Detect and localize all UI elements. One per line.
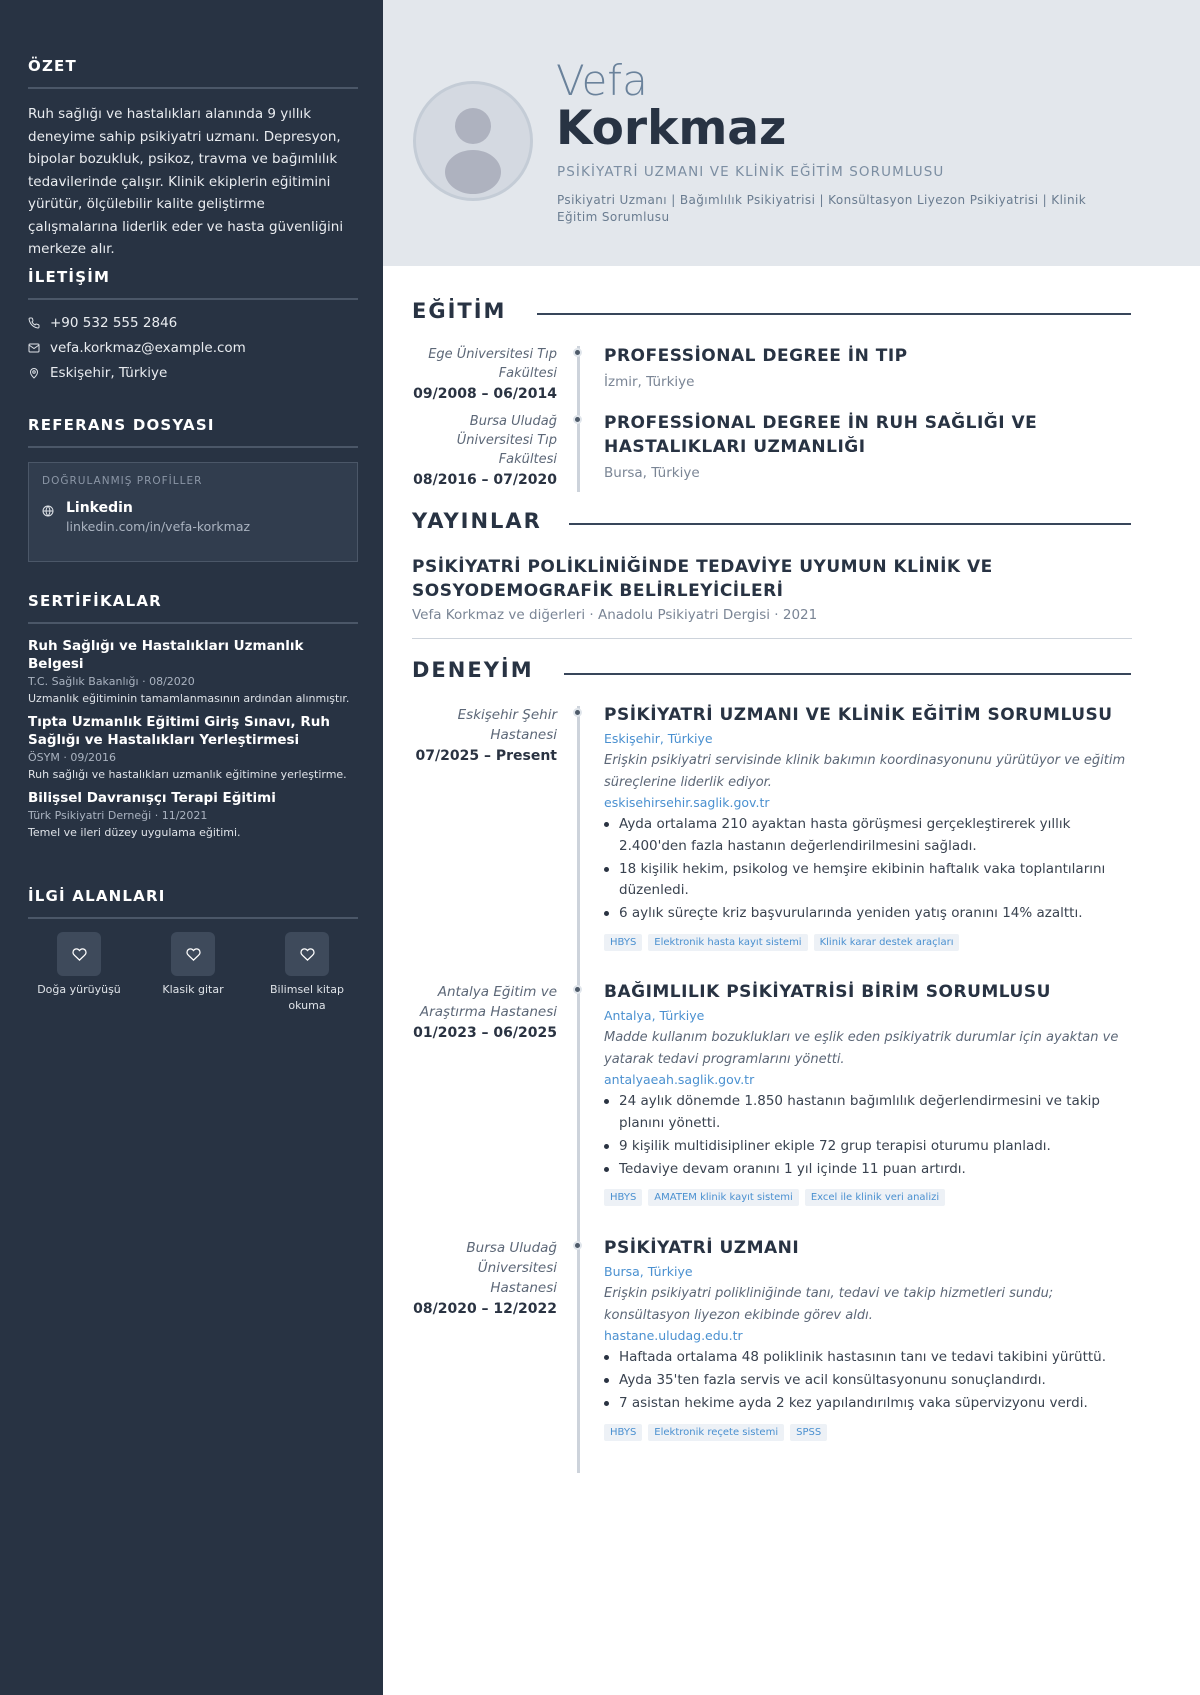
divider bbox=[28, 622, 358, 624]
location-pin-icon bbox=[28, 367, 50, 379]
mail-icon bbox=[28, 342, 50, 354]
certificate-title: Ruh Sağlığı ve Hastalıkları Uzmanlık Belgesi bbox=[28, 638, 304, 672]
job-website-link[interactable]: eskisehirsehir.saglik.gov.tr bbox=[604, 795, 770, 810]
divider bbox=[412, 638, 1132, 639]
skill-tag: HBYS bbox=[604, 934, 642, 951]
contact-email[interactable] bbox=[28, 335, 358, 360]
experience-entry bbox=[604, 1236, 1134, 1441]
first-name: Vefa bbox=[556, 56, 648, 105]
certificate-title: Tıpta Uzmanlık Eğitimi Giriş Sınavı, Ruh Sağlığı ve Hastalıkları Yerleştirmesi bbox=[28, 714, 330, 748]
contact-location bbox=[28, 360, 358, 385]
job-title: PSİKİYATRİ UZMANI bbox=[604, 1238, 800, 1258]
experience-org-block bbox=[411, 1238, 557, 1317]
divider bbox=[564, 673, 1131, 675]
bullet-text: 6 aylık süreçte kriz başvurularında yeniden yatış oranını 14% azalttı. bbox=[619, 905, 1083, 921]
contact-phone[interactable] bbox=[28, 310, 358, 335]
degree-title: PROFESSİONAL DEGREE İN RUH SAĞLIĞI VE HASTALIKLARI UZMANLIĞI bbox=[604, 413, 1038, 457]
education-org: Bursa Uludağ Üniversitesi Tıp Fakültesi bbox=[456, 414, 557, 467]
experience-org-block bbox=[411, 705, 557, 764]
job-website-link[interactable]: antalyaeah.saglik.gov.tr bbox=[604, 1072, 755, 1087]
certificate-meta: Türk Psikiyatri Derneği · 11/2021 bbox=[28, 809, 208, 822]
job-title: PSİKİYATRİ UZMANI VE KLİNİK EĞİTİM SORUMLUSU bbox=[557, 164, 945, 180]
timeline-dot bbox=[573, 415, 582, 424]
education-heading: EĞİTİM bbox=[412, 299, 507, 323]
skill-tags bbox=[604, 1424, 1134, 1441]
contact-section bbox=[28, 268, 358, 385]
employer-name: Antalya Eğitim ve Araştırma Hastanesi bbox=[419, 984, 557, 1020]
interests-heading: İLGİ ALANLARI bbox=[28, 887, 166, 905]
bullet-item bbox=[604, 903, 1134, 925]
certificate-meta: T.C. Sağlık Bakanlığı · 08/2020 bbox=[28, 675, 195, 688]
email-text: vefa.korkmaz@example.com bbox=[50, 339, 246, 356]
experience-org-block bbox=[411, 982, 557, 1041]
skill-tag: Klinik karar destek araçları bbox=[814, 934, 960, 951]
bullet-text: 18 kişilik hekim, psikolog ve hemşire ekibinin haftalık vaka toplantılarını düzenledi. bbox=[619, 860, 1106, 898]
bullet-text: Ayda 35'ten fazla servis ve acil konsültasyonunu sonuçlandırdı. bbox=[619, 1372, 1046, 1388]
skill-tag: AMATEM klinik kayıt sistemi bbox=[648, 1189, 799, 1206]
skill-tag: HBYS bbox=[604, 1424, 642, 1441]
skill-tag: HBYS bbox=[604, 1189, 642, 1206]
bullet-item bbox=[604, 859, 1134, 902]
phone-text: +90 532 555 2846 bbox=[50, 314, 178, 331]
certificate-item bbox=[28, 789, 358, 841]
experience-heading: DENEYİM bbox=[412, 658, 534, 682]
bullet-item bbox=[604, 1136, 1134, 1158]
summary-heading: ÖZET bbox=[28, 57, 77, 75]
job-location: Eskişehir, Türkiye bbox=[604, 731, 713, 746]
reference-link[interactable] bbox=[42, 500, 344, 534]
interest-item bbox=[24, 932, 134, 998]
education-org-block bbox=[411, 412, 557, 488]
divider bbox=[569, 523, 1131, 525]
degree-title: PROFESSİONAL DEGREE İN TIP bbox=[604, 346, 908, 366]
publication-title: PSİKİYATRİ POLİKLİNİĞİNDE TEDAVİYE UYUMUN KLİNİK VE SOSYODEMOGRAFİK BELİRLEYİCİLERİ bbox=[412, 557, 993, 601]
experience-entry bbox=[604, 703, 1134, 951]
certificate-desc: Ruh sağlığı ve hastalıkları uzmanlık eğitimine yerleştirme. bbox=[28, 768, 347, 781]
education-dates: 09/2008 – 06/2014 bbox=[413, 386, 557, 402]
last-name: Korkmaz bbox=[556, 101, 787, 156]
education-entry bbox=[604, 344, 1134, 390]
contact-heading: İLETİŞİM bbox=[28, 268, 111, 286]
interest-label: Klasik gitar bbox=[162, 983, 224, 996]
bullet-text: Haftada ortalama 48 poliklinik hastasının tanı ve tedavi takibini yürüttü. bbox=[619, 1349, 1107, 1365]
bullet-item bbox=[604, 1393, 1134, 1415]
certificate-meta: ÖSYM · 09/2016 bbox=[28, 751, 117, 764]
education-org-block bbox=[411, 345, 557, 402]
timeline-line bbox=[577, 706, 580, 1473]
interests-section bbox=[28, 887, 358, 919]
certificates-heading: SERTİFİKALAR bbox=[28, 592, 162, 610]
bullet-list bbox=[604, 1347, 1134, 1415]
skill-tags bbox=[604, 934, 1134, 951]
reference-card bbox=[28, 462, 358, 562]
heart-icon bbox=[171, 932, 215, 976]
skill-tags bbox=[604, 1189, 1134, 1206]
bullet-text: 9 kişilik multidisipliner ekiple 72 grup terapisi oturumu planladı. bbox=[619, 1137, 1051, 1154]
summary-section bbox=[28, 57, 358, 261]
job-dates: 08/2020 – 12/2022 bbox=[413, 1301, 557, 1317]
job-description: Erişkin psikiyatri polikliniğinde tanı, tedavi ve takip hizmetleri sundu; konsültasyon liyezon ekibinde görev aldı. bbox=[604, 1286, 1054, 1323]
tagline: Psikiyatri Uzmanı | Bağımlılık Psikiyatrisi | Konsültasyon Liyezon Psikiyatrisi | Klinik Eğitim Sorumlusu bbox=[557, 193, 1087, 224]
job-description: Erişkin psikiyatri servisinde klinik bakımın koordinasyonunu yürütüyor ve eğitim süreçlerine liderlik ediyor. bbox=[604, 753, 1126, 790]
job-description: Madde kullanım bozuklukları ve eşlik eden psikiyatrik durumlar için ayaktan ve yatarak tedavi programlarını yönetti. bbox=[604, 1030, 1119, 1067]
heart-icon bbox=[57, 932, 101, 976]
interest-label: Bilimsel kitap okuma bbox=[270, 983, 344, 1012]
job-dates: 07/2025 – Present bbox=[415, 748, 557, 764]
bullet-item bbox=[604, 1159, 1134, 1181]
interest-item bbox=[252, 932, 362, 1014]
skill-tag: SPSS bbox=[790, 1424, 827, 1441]
timeline-dot bbox=[573, 708, 582, 717]
bullet-list bbox=[604, 1091, 1134, 1180]
bullet-item bbox=[604, 1091, 1134, 1134]
references-section bbox=[28, 416, 358, 562]
education-org: Ege Üniversitesi Tıp Fakültesi bbox=[428, 347, 557, 381]
divider bbox=[28, 298, 358, 300]
job-dates: 01/2023 – 06/2025 bbox=[413, 1025, 557, 1041]
job-website-link[interactable]: hastane.uludag.edu.tr bbox=[604, 1328, 743, 1343]
divider bbox=[28, 917, 358, 919]
bullet-item bbox=[604, 814, 1134, 857]
heart-icon bbox=[285, 932, 329, 976]
interest-label: Doğa yürüyüşü bbox=[37, 983, 121, 996]
reference-url: linkedin.com/in/vefa-korkmaz bbox=[66, 519, 251, 534]
bullet-list bbox=[604, 814, 1134, 925]
divider bbox=[28, 87, 358, 89]
divider bbox=[28, 446, 358, 448]
bullet-text: Tedaviye devam oranını 1 yıl içinde 11 puan artırdı. bbox=[619, 1160, 966, 1177]
skill-tag: Elektronik reçete sistemi bbox=[648, 1424, 784, 1441]
reference-name: Linkedin bbox=[66, 500, 133, 516]
divider bbox=[537, 313, 1131, 315]
education-dates: 08/2016 – 07/2020 bbox=[413, 472, 557, 488]
education-location: İzmir, Türkiye bbox=[604, 374, 695, 390]
experience-entry bbox=[604, 980, 1134, 1206]
references-heading: REFERANS DOSYASI bbox=[28, 416, 215, 434]
bullet-text: 24 aylık dönemde 1.850 hastanın bağımlılık değerlendirmesini ve takip planını yönetti. bbox=[619, 1093, 1100, 1131]
certificate-item bbox=[28, 713, 358, 783]
reference-label: DOĞRULANMIŞ PROFİLLER bbox=[42, 475, 203, 487]
timeline-dot bbox=[573, 348, 582, 357]
publication-meta: Vefa Korkmaz ve diğerleri · Anadolu Psikiyatri Dergisi · 2021 bbox=[412, 607, 818, 623]
bullet-item bbox=[604, 1370, 1134, 1392]
certificate-title: Bilişsel Davranışçı Terapi Eğitimi bbox=[28, 790, 276, 806]
phone-icon bbox=[28, 317, 50, 329]
job-location: Bursa, Türkiye bbox=[604, 1264, 693, 1279]
education-location: Bursa, Türkiye bbox=[604, 465, 700, 481]
bullet-text: 7 asistan hekime ayda 2 kez yapılandırılmış vaka süpervizyonu verdi. bbox=[619, 1395, 1088, 1411]
globe-icon bbox=[42, 500, 66, 534]
skill-tag: Elektronik hasta kayıt sistemi bbox=[648, 934, 807, 951]
interest-item bbox=[138, 932, 248, 998]
job-title: PSİKİYATRİ UZMANI VE KLİNİK EĞİTİM SORUMLUSU bbox=[604, 705, 1113, 725]
timeline-dot bbox=[573, 985, 582, 994]
employer-name: Eskişehir Şehir Hastanesi bbox=[457, 707, 557, 743]
certificate-item bbox=[28, 637, 358, 707]
certificate-desc: Uzmanlık eğitiminin tamamlanmasının ardından alınmıştır. bbox=[28, 692, 350, 705]
summary-text: Ruh sağlığı ve hastalıkları alanında 9 yıllık deneyime sahip psikiyatri uzmanı. Depresyon, bipolar bozukluk, psikoz, travma ve bağımlılık tedavilerinde çalışır. Klinik ekiplerin eğitimini yürütür, ölçülebilir kalite geliştirme çalışmalarına liderlik eder ve hasta güvenliğini merkeze alır. bbox=[28, 106, 344, 257]
timeline-dot bbox=[573, 1241, 582, 1250]
location-text: Eskişehir, Türkiye bbox=[50, 364, 168, 381]
job-location: Antalya, Türkiye bbox=[604, 1008, 705, 1023]
employer-name: Bursa Uludağ Üniversitesi Hastanesi bbox=[466, 1240, 557, 1296]
certificate-desc: Temel ve ileri düzey uygulama eğitimi. bbox=[28, 826, 241, 839]
avatar bbox=[413, 81, 533, 201]
bullet-item bbox=[604, 1347, 1134, 1369]
bullet-text: Ayda ortalama 210 ayaktan hasta görüşmesi gerçekleştirerek yıllık 2.400'den fazla hastanın değerlendirilmesini sağladı. bbox=[619, 816, 1071, 854]
job-title: BAĞIMLILIK PSİKİYATRİSİ BİRİM SORUMLUSU bbox=[604, 982, 1051, 1002]
certificates-section bbox=[28, 592, 358, 841]
sidebar bbox=[0, 0, 383, 1695]
education-entry bbox=[604, 411, 1134, 481]
publications-heading: YAYINLAR bbox=[412, 509, 542, 533]
skill-tag: Excel ile klinik veri analizi bbox=[805, 1189, 945, 1206]
